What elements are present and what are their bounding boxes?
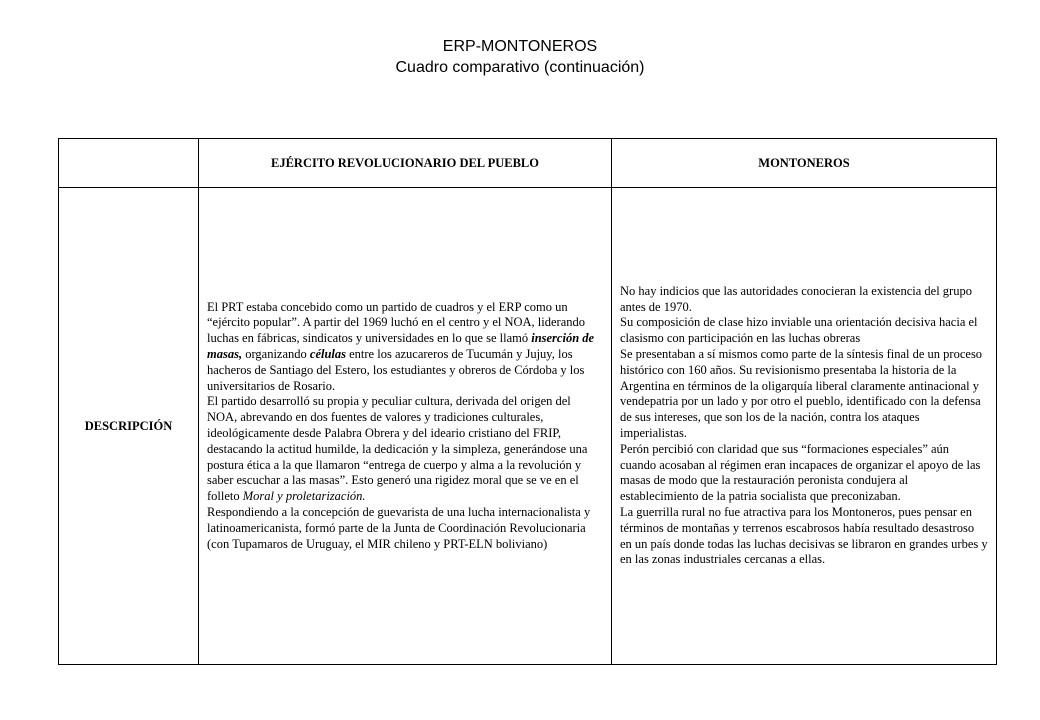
erp-p2-text: El partido desarrolló su propia y peculiar cultura, derivada del origen del NOA, abrevando en dos fuentes de valores y tradiciones culturales, ideológicamente desde Palabra Obrera y del ideario cristiano del FRIP, destacando la actitud humilde, la dedicación y la simpleza, generándose una postura ética a la que llamaron “entrega de cuerpo y alma a la revolución y saber escuchar a las masas”. Esto generó una rigidez moral que se ve en el folleto [207, 394, 588, 504]
header-erp: EJÉRCITO REVOLUCIONARIO DEL PUEBLO [199, 139, 612, 188]
header-montoneros: MONTONEROS [612, 139, 997, 188]
montoneros-paragraph-1: No hay indicios que las autoridades conocieran la existencia del grupo antes de 1970. [620, 283, 972, 314]
erp-paragraph-3: Respondiendo a la concepción de guevarista de una lucha internacionalista y latinoamericanista, formó parte de la Junta de Coordinación Revolucionaria (con Tupamaros de Uruguay, el MIR chileno y PRT-ELN boliviano) [207, 504, 591, 551]
header-empty-cell [59, 139, 199, 188]
montoneros-paragraph-4: Perón percibió con claridad que sus “formaciones especiales” aún cuando acosaban al régimen eran incapaces de organizar el apoyo de las masas de modo que la restauración peronista condujera al establecimiento de la patria socialista que preconizaban. [620, 441, 981, 504]
table-header-row [59, 139, 997, 188]
document-header [0, 36, 1040, 78]
erp-p1-text-a: El PRT estaba concebido como un partido de cuadros y el ERP como un “ejército popular”. A partir del 1969 luchó en el centro y el NOA, liderando luchas en fábricas, sindicatos y universidades en lo que se llamó [207, 299, 585, 346]
montoneros-paragraph-2: Su composición de clase hizo inviable una orientación decisiva hacia el clasismo con participación en las luchas obreras [620, 315, 978, 346]
montoneros-paragraph-3: Se presentaban a sí mismos como parte de la síntesis final de un proceso histórico con 160 años. Su revisionismo presentaba la historia de la Argentina en términos de la oligarquía liberal claramente antinacional y vendepatria por un lado y por otro el pueblo, identificado con la defensa de sus intereses, que son los de la nación, contra los ataques imperialistas. [620, 347, 983, 440]
erp-p1-emphasis-celulas: células [309, 347, 346, 362]
erp-paragraph-2 [207, 394, 604, 505]
erp-paragraph-1 [207, 300, 604, 395]
document-title: ERP-MONTONEROS [442, 38, 598, 55]
erp-p1-text-c: entre los azucareros de Tucumán y Jujuy, los hacheros de Santiago del Estero, los estudiantes y obreros de Córdoba y los universitarios de Rosario. [207, 347, 585, 393]
erp-p2-emphasis-folleto: Moral y proletarización. [242, 489, 366, 504]
erp-p1-text-b: organizando [242, 347, 310, 362]
montoneros-description-cell [612, 188, 997, 665]
document-subtitle: Cuadro comparativo (continuación) [395, 59, 645, 76]
erp-p1-emphasis-insercion: inserción de masas, [207, 331, 595, 362]
erp-description-cell [199, 188, 612, 665]
table-row [59, 188, 997, 665]
row-label-descripcion: DESCRIPCIÓN [59, 188, 199, 665]
comparison-table [58, 138, 997, 665]
montoneros-paragraph-5: La guerrilla rural no fue atractiva para los Montoneros, pues pensar en términos de montañas y terrenos escabrosos había resultado desastroso en un país donde todas las luchas decisivas se libraron en grandes urbes y en las zonas industriales cercanas a ellas. [620, 504, 988, 567]
